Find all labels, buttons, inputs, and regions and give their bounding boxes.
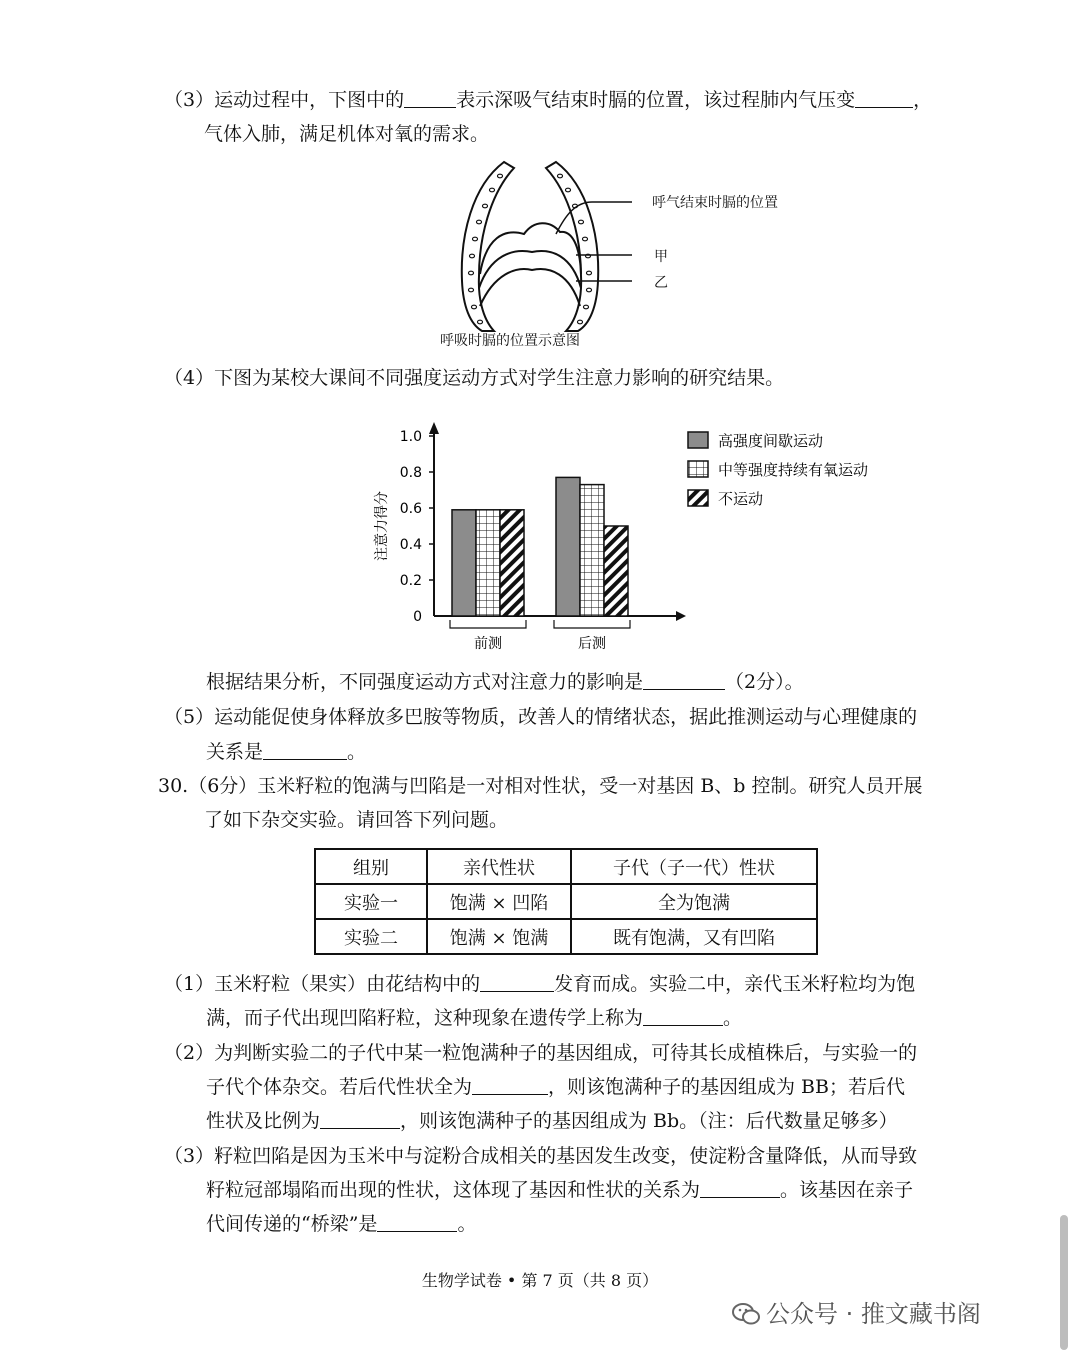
q29-5-line1: （5）运动能促使身体释放多巴胺等物质，改善人的情绪状态，据此推测运动与心理健康的 xyxy=(164,706,918,728)
chart-y-axis-label: 注意力得分 xyxy=(374,491,390,561)
q29-3-line2: 气体入肺，满足机体对氧的需求。 xyxy=(204,123,490,145)
y-tick-label: 0.8 xyxy=(399,465,422,481)
label-jia: 甲 xyxy=(654,249,668,265)
wechat-icon xyxy=(732,1302,760,1326)
chart-x-categories xyxy=(450,620,630,652)
cross-experiment-table xyxy=(314,848,818,955)
table-header-row xyxy=(315,849,817,884)
bar xyxy=(556,477,580,616)
bar xyxy=(580,485,604,616)
category-bracket xyxy=(554,620,630,628)
answer-blank xyxy=(855,89,913,108)
q30-1-line1: （1）玉米籽粒（果实）由花结构中的 发育而成。实验二中，亲代玉米籽粒均为饱 xyxy=(164,973,916,995)
label-exhale-position: 呼气结束时膈的位置 xyxy=(652,195,778,211)
table-header-cell: 组别 xyxy=(315,849,427,884)
y-tick-label: 0.6 xyxy=(399,501,422,517)
legend-swatch xyxy=(688,432,708,448)
q30-3-line1: （3）籽粒凹陷是因为玉米中与淀粉合成相关的基因发生改变，使淀粉含量降低，从而导致 xyxy=(164,1145,918,1167)
q29-5-line2: 关系是 。 xyxy=(206,741,367,763)
q29-4-line2: 根据结果分析，不同强度运动方式对注意力的影响是 （2分）。 xyxy=(206,671,804,693)
legend-label: 不运动 xyxy=(718,490,764,508)
answer-blank xyxy=(643,671,725,690)
category-bracket xyxy=(450,620,526,628)
y-tick-label: 0 xyxy=(413,609,422,625)
q30-3-line3: 代间传递的“桥梁”是 。 xyxy=(206,1213,477,1235)
scrollbar-thumb[interactable] xyxy=(1060,1215,1068,1350)
chart-bars xyxy=(452,477,628,616)
table-row xyxy=(315,884,817,919)
legend-label: 中等强度持续有氧运动 xyxy=(718,461,869,479)
q29-3-line1: （3）运动过程中，下图中的 表示深吸气结束时膈的位置，该过程肺内气压变 ， xyxy=(164,89,933,111)
answer-blank xyxy=(472,1076,548,1095)
table-row xyxy=(315,919,817,954)
bar xyxy=(476,510,500,616)
table-cell: 实验一 xyxy=(315,884,427,919)
table-cell: 全为饱满 xyxy=(571,884,817,919)
table-cell: 既有饱满，又有凹陷 xyxy=(571,919,817,954)
diagram-caption: 呼吸时膈的位置示意图 xyxy=(440,333,580,349)
y-axis-arrow xyxy=(429,422,439,434)
table-cell: 饱满 × 凹陷 xyxy=(427,884,571,919)
bar xyxy=(604,526,628,616)
answer-blank xyxy=(643,1007,723,1026)
q30-intro-line2: 了如下杂交实验。请回答下列问题。 xyxy=(204,809,509,831)
attention-bar-chart xyxy=(360,418,920,664)
y-tick-label: 0.4 xyxy=(399,537,422,553)
diaphragm-diagram xyxy=(452,156,632,336)
q30-intro-line1: 30.（6分）玉米籽粒的饱满与凹陷是一对相对性状，受一对基因 B、b 控制。研究人员开展 xyxy=(158,775,923,797)
page-footer: 生物学试卷 • 第 7 页（共 8 页） xyxy=(421,1271,659,1290)
x-axis-arrow xyxy=(676,611,686,621)
q30-2-line2: 子代个体杂交。若后代性状全为 ，则该饱满种子的基因组成为 BB；若后代 xyxy=(206,1076,905,1098)
bar xyxy=(500,510,524,616)
table-cell: 饱满 × 饱满 xyxy=(427,919,571,954)
watermark: 公众号 · 推文藏书阁 xyxy=(732,1294,981,1329)
answer-blank xyxy=(700,1179,780,1198)
legend-swatch xyxy=(688,461,708,477)
table-cell: 实验二 xyxy=(315,919,427,954)
x-category-label: 前测 xyxy=(474,636,502,652)
answer-blank xyxy=(263,741,347,760)
answer-blank xyxy=(320,1110,400,1129)
y-tick-label: 0.2 xyxy=(399,573,422,589)
legend-label: 高强度间歇运动 xyxy=(718,432,824,450)
legend-swatch xyxy=(688,490,708,506)
answer-blank xyxy=(480,973,554,992)
q30-2-line3: 性状及比例为 ，则该饱满种子的基因组成为 Bb。（注：后代数量足够多） xyxy=(206,1110,898,1132)
bar xyxy=(452,510,476,616)
table-header-cell: 子代（子一代）性状 xyxy=(571,849,817,884)
q29-4-line1: （4）下图为某校大课间不同强度运动方式对学生注意力影响的研究结果。 xyxy=(164,367,785,389)
y-tick-label: 1.0 xyxy=(399,429,422,445)
chart-legend xyxy=(688,432,868,508)
label-yi: 乙 xyxy=(654,275,668,291)
x-category-label: 后测 xyxy=(578,636,606,652)
table-header-cell: 亲代性状 xyxy=(427,849,571,884)
answer-blank xyxy=(404,89,456,108)
q30-3-line2: 籽粒冠部塌陷而出现的性状，这体现了基因和性状的关系为 。该基因在亲子 xyxy=(206,1179,914,1201)
answer-blank xyxy=(377,1213,457,1232)
chart-y-ticks xyxy=(400,429,434,625)
q30-2-line1: （2）为判断实验二的子代中某一粒饱满种子的基因组成，可待其长成植株后，与实验一的 xyxy=(164,1042,918,1064)
q30-1-line2: 满，而子代出现凹陷籽粒，这种现象在遗传学上称为 。 xyxy=(206,1007,743,1029)
